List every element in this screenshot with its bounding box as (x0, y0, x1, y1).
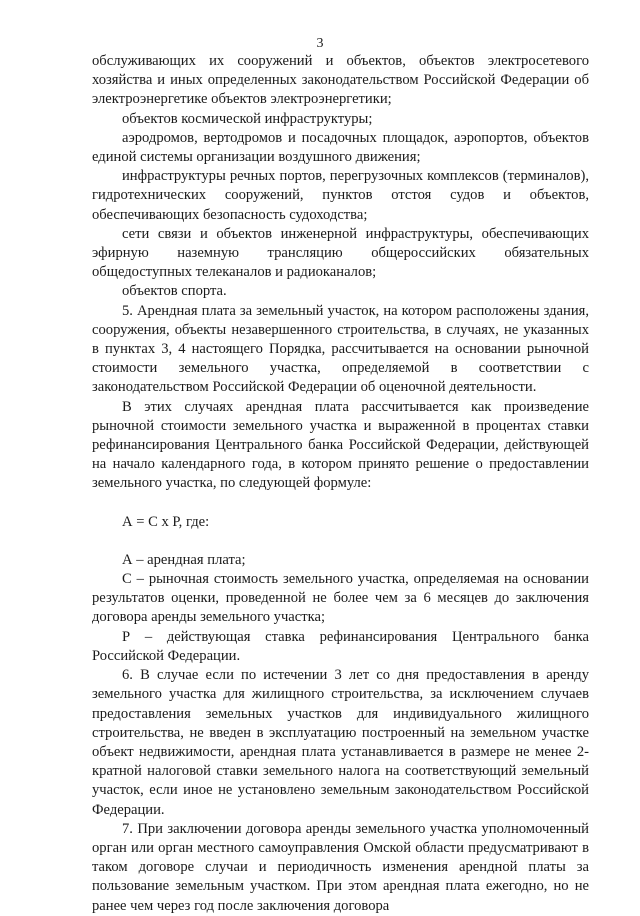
list-item-airfields: аэродромов, вертодромов и посадочных площадок, аэропортов, объектов единой системы организации воздушного движения; (92, 129, 589, 166)
paragraph-clause-7: 7. При заключении договора аренды земельного участка уполномоченный орган или орган местного самоуправления Омской области предусматривают в таком договоре случаи и периодичность изменения арендной платы за пользование земельным участком. При этом арендная плата ежегодно, но не ранее чем через год после заключения договора (92, 820, 589, 914)
list-item-river-ports: инфраструктуры речных портов, перегрузочных комплексов (терминалов), гидротехнических сооружений, пунктов отстоя судов и объектов, обеспечивающих безопасность судоходства; (92, 168, 589, 223)
formula-line: А = С х Р, где: (122, 513, 210, 530)
formula-variable-c: С – рыночная стоимость земельного участка, определяемая на основании результатов оценки, проведенной не более чем за 6 месяцев до заключения договора аренды земельного участка; (92, 571, 589, 626)
spacer (92, 494, 589, 513)
list-item-sports-facilities: объектов спорта. (122, 283, 227, 300)
list-item-communication-networks: сети связи и объектов инженерной инфраструктуры, обеспечивающих эфирную наземную трансляцию общероссийских обязательных общедоступных телеканалов и радиоканалов; (92, 225, 589, 281)
formula-variable-p: Р – действующая ставка рефинансирования Центрального банка Российской Федерации. (92, 628, 589, 664)
formula-variable-a: А – арендная плата; (122, 551, 246, 568)
paragraph-clause-5: 5. Арендная плата за земельный участок, на котором расположены здания, сооружения, объекты незавершенного строительства, в случаях, не указанных в пунктах 3, 4 настоящего Порядка, рассчитывается на основании рыночной стоимости земельного участка, определяемой в соответствии с законодательством Российской Федерации об оценочной деятельности. (92, 302, 589, 396)
paragraph-clause-6: 6. В случае если по истечении 3 лет со дня предоставления в аренду земельного участка для жилищного строительства, за исключением случаев предоставления земельных участков для индивидуального жилищного строительства, не введен в эксплуатацию построенный на земельном участке объект недвижимости, арендная плата устанавливается в размере не менее 2-кратной налоговой ставки земельного налога на соответствующий земельный участок, если иное не установлено земельным законодательством Российской Федерации. (92, 667, 589, 818)
paragraph-intro-continuation: обслуживающих их сооружений и объектов, объектов электросетевого хозяйства и иных определенных законодательством Российской Федерации об электроэнергетике объектов электроэнергетики; (92, 53, 589, 108)
list-item-space-infrastructure: объектов космической инфраструктуры; (122, 110, 373, 127)
page-number: 3 (316, 36, 324, 51)
spacer (92, 532, 589, 551)
paragraph-formula-intro: В этих случаях арендная плата рассчитывается как произведение рыночной стоимости земельного участка и выраженной в процентах ставки рефинансирования Центрального банка Российской Федерации, действующей на начало календарного года, в котором принято решение о предоставлении земельного участка, по следующей формуле: (92, 398, 589, 492)
document-body (92, 52, 589, 916)
